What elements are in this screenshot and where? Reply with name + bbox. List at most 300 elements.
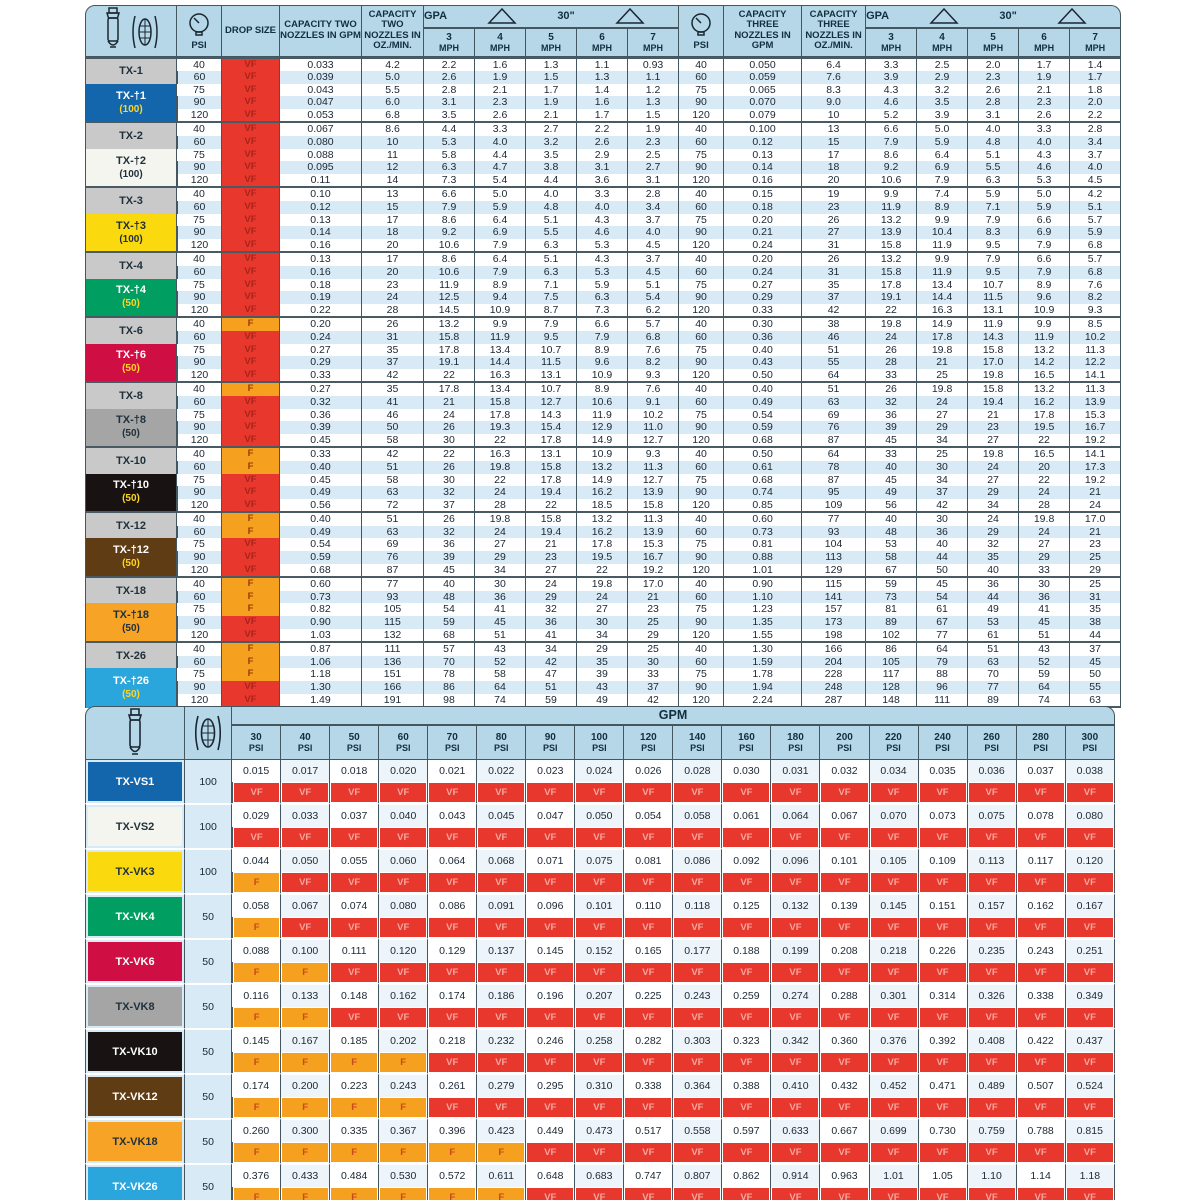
gpa-three-nozzles: 61 [917,603,968,616]
gpa-two-nozzles: 5.1 [628,279,679,292]
gpa-three-nozzles: 19.8 [866,316,917,331]
drop-size-cell [379,917,428,938]
drop-size-code: VF [429,963,475,982]
drop-size-code: VF [222,486,280,499]
drop-size-cell [1066,1007,1115,1028]
drop-size-cell [673,1187,722,1200]
capacity-three-gpm: 0.27 [724,279,802,292]
drop-size-cell [968,1142,1017,1163]
gpm-value: 0.524 [1066,1073,1115,1097]
capacity-two-ozmin: 35 [362,381,424,396]
drop-size-cell [1017,827,1066,848]
psi-number: 60 [397,732,409,743]
nozzle-label-cell [85,893,185,938]
capacity-three-ozmin: 77 [802,511,866,526]
psi-value: 60 [177,71,222,84]
drop-size-code: VF [1018,828,1064,847]
gpa-two-nozzles: 11.9 [475,331,526,344]
drop-size-cell [379,1052,428,1073]
drop-size-code: VF [871,918,917,937]
gpa-three-nozzles: 56 [866,499,917,512]
nozzle-psi-row [85,214,1121,227]
gpa-three-nozzles: 59 [866,576,917,591]
gpa-three-nozzles: 7.1 [968,201,1019,214]
gpa-two-nozzles: 4.0 [526,186,577,201]
psi-number: 80 [495,732,507,743]
nozzle-name: TX-VK3 [88,852,182,891]
drop-size-cell [624,1097,673,1118]
gpa-three-nozzles: 19.1 [866,291,917,304]
gpa-two-nozzles: 7.9 [475,266,526,279]
drop-size-cell [575,827,624,848]
gpm-value: 1.18 [1066,1163,1115,1187]
nozzle-name: TX-2 [85,121,177,148]
drop-size-code: VF [380,1008,426,1027]
gpm-value: 0.218 [870,938,919,962]
drop-size-cell [722,1142,771,1163]
capacity-two-ozmin: 17 [362,214,424,227]
gpa-three-nozzles: 24 [1070,499,1121,512]
gpa-three-nozzles: 24 [917,396,968,409]
gpa-two-nozzles: 2.6 [475,109,526,122]
gpa-three-nozzles: 5.9 [1070,226,1121,239]
drop-size-code: VF [527,963,573,982]
nozzle-psi-row [85,239,1121,252]
drop-size-cell [477,917,526,938]
psi-value: 40 [177,186,222,201]
drop-size-cell [673,917,722,938]
psi-value: 40 [679,511,724,526]
nozzle-psi-row [85,369,1121,382]
gpa-three-nozzles: 89 [968,694,1019,709]
drop-size-code: VF [380,828,426,847]
capacity-two-ozmin: 93 [362,591,424,604]
nozzle-psi-row [85,526,1121,539]
drop-size-cell [820,782,869,803]
psi-number: 240 [934,732,951,743]
capacity-two-ozmin: 42 [362,446,424,461]
gpa-two-nozzles: 0.93 [628,57,679,72]
nozzle-psi-row [85,57,1121,72]
nozzle-psi-row [85,681,1121,694]
capacity-two-gpm: 0.043 [280,84,362,97]
psi-number: 100 [590,732,608,743]
gpm-value: 0.111 [330,938,379,962]
gpm-value: 0.202 [379,1028,428,1052]
capacity-three-gpm: 0.50 [724,369,802,382]
gpa-three-nozzles: 12.2 [1070,356,1121,369]
gpa-three-nozzles: 74 [1019,694,1070,709]
drop-size-cell [673,872,722,893]
gpa-two-nozzles: 4.0 [577,201,628,214]
max-psi-value: 50 [185,893,232,938]
drop-size-code: VF [222,214,280,227]
capacity-three-gpm: 1.55 [724,629,802,642]
gpm-value: 0.078 [1017,803,1066,827]
gpa-three-nozzles: 27 [1019,538,1070,551]
drop-size-code: VF [920,783,966,802]
drop-size-cell [1017,1187,1066,1200]
psi-value: 120 [177,629,222,642]
psi-column-header [330,725,379,760]
gpa-two-nozzles: 2.1 [475,84,526,97]
mph-header: 6 MPH [1019,28,1070,56]
nozzle-tip-icon [102,6,124,52]
psi-number: 70 [446,732,458,743]
gpm-value: 0.050 [575,803,624,827]
psi-value: 75 [679,214,724,227]
strainer-mesh-size: (50) [122,493,140,505]
nozzle-psi-row [85,474,1121,487]
drop-size-code: F [234,1008,279,1027]
drop-size-cell [575,1007,624,1028]
gpa-two-nozzles: 8.6 [424,214,475,227]
psi-value: 75 [177,603,222,616]
gpm-value: 0.167 [281,1028,330,1052]
psi-value: 60 [679,266,724,279]
drop-size-code: VF [222,551,280,564]
capacity-two-gpm: 0.14 [280,226,362,239]
nozzle-variant-band [85,344,177,382]
drop-size-row [85,1097,1115,1118]
drop-size-code: VF [723,1008,769,1027]
gpa-three-nozzles: 22 [1019,434,1070,447]
gpa-three-nozzles: 30 [917,461,968,474]
gpa-two-nozzles: 10.7 [526,344,577,357]
gpa-two-nozzles: 10.2 [628,409,679,422]
gpa-three-nozzles: 15.8 [866,239,917,252]
gpa-two-nozzles: 17.8 [577,538,628,551]
nozzle-spacing-label: 30" [999,10,1017,23]
gpm-value: 0.060 [379,848,428,872]
gpa-two-nozzles: 57 [424,641,475,656]
capacity-three-gpm: 0.43 [724,356,802,369]
capacity-three-ozmin: 42 [802,304,866,317]
gpa-three-nozzles: 2.6 [968,84,1019,97]
gpa-two-nozzles: 22 [475,434,526,447]
drop-size-cell [526,962,575,983]
capacity-three-ozmin: 198 [802,629,866,642]
drop-size-cell [722,1187,771,1200]
gpa-two-nozzles: 32 [526,603,577,616]
psi-value: 60 [177,331,222,344]
capacity-three-ozmin: 93 [802,526,866,539]
drop-size-code: VF [527,1008,573,1027]
gpa-three-nozzles: 52 [1019,656,1070,669]
gpa-three-nozzles: 148 [866,694,917,709]
gpa-two-nozzles: 25 [628,641,679,656]
capacity-three-gpm: 1.94 [724,681,802,694]
drop-size-cell [379,872,428,893]
gpa-three-nozzles: 45 [866,474,917,487]
gpa-two-nozzles: 13.4 [475,344,526,357]
drop-size-cell [870,917,919,938]
drop-size-code: VF [772,1143,818,1162]
capacity-two-ozmin: 24 [362,291,424,304]
psi-value: 75 [177,149,222,162]
gpm-value: 0.301 [870,983,919,1007]
nozzle-name: TX-VK4 [88,897,182,936]
gpa-two-nozzles: 29 [628,629,679,642]
gpa-three-nozzles: 45 [866,434,917,447]
drop-size-code: VF [222,266,280,279]
drop-size-cell [281,917,330,938]
nozzle-icons-header [85,5,177,57]
drop-size-cell [1017,962,1066,983]
drop-size-cell [624,1052,673,1073]
max-psi-value: 50 [185,938,232,983]
gpa-three-nozzles: 2.5 [917,57,968,72]
drop-size-code: VF [674,918,720,937]
capacity-three-gpm: 0.20 [724,214,802,227]
drop-size-row [85,827,1115,848]
gpa-two-nozzles: 2.6 [424,71,475,84]
psi-value: 60 [177,396,222,409]
psi-column-header [870,725,919,760]
capacity-three-gpm: 1.30 [724,641,802,656]
gpm-value: 0.047 [526,803,575,827]
drop-size-code: VF [222,434,280,447]
drop-size-code: VF [723,963,769,982]
drop-size-code: VF [380,963,426,982]
gpm-value: 0.032 [820,760,869,782]
gpa-three-nozzles: 41 [1019,603,1070,616]
drop-size-code: VF [222,186,280,201]
capacity-two-gpm: 0.73 [280,591,362,604]
capacity-two-gpm: 0.27 [280,381,362,396]
drop-size-code: VF [821,828,867,847]
drop-size-cell [1066,782,1115,803]
drop-size-cell [722,1007,771,1028]
drop-size-code: VF [222,304,280,317]
gpa-three-nozzles: 13.9 [866,226,917,239]
gpm-value: 0.235 [968,938,1017,962]
gpm-value: 0.376 [232,1163,281,1187]
gpa-three-nozzles: 58 [866,551,917,564]
gpa-two-nozzles: 37 [424,499,475,512]
gpm-value: 0.081 [624,848,673,872]
strainer-mesh-size: (50) [122,558,140,570]
gpa-three-nozzles: 48 [866,526,917,539]
psi-value: 75 [679,279,724,292]
gpa-three-nozzles: 8.3 [968,226,1019,239]
capacity-two-gpm: 0.088 [280,149,362,162]
gpm-value: 0.080 [379,893,428,917]
gpa-two-nozzles: 1.3 [628,96,679,109]
drop-size-code: VF [222,96,280,109]
drop-size-cell [870,827,919,848]
drop-size-code: F [331,1188,377,1200]
drop-size-cell [1066,1187,1115,1200]
capacity-two-gpm: 1.03 [280,629,362,642]
gpm-value: 0.338 [624,1073,673,1097]
psi-value: 90 [177,161,222,174]
gpa-three-nozzles: 15.8 [866,266,917,279]
capacity-three-gpm: 0.12 [724,136,802,149]
psi-value: 40 [177,641,222,656]
gpa-two-nozzles: 11.0 [628,421,679,434]
drop-size-cell [771,1187,820,1200]
gpa-two-nozzles: 48 [424,591,475,604]
capacity-three-ozmin: 51 [802,344,866,357]
psi-column-header [379,725,428,760]
capacity-three-ozmin: 51 [802,381,866,396]
drop-size-code: VF [1067,918,1113,937]
gpa-three-nozzles: 7.6 [1070,279,1121,292]
drop-size-code: VF [625,1143,671,1162]
nozzle-variant-name: TX-†2 [116,154,146,167]
drop-size-code: VF [625,963,671,982]
capacity-three-gpm: 0.36 [724,331,802,344]
drop-size-cell [428,1142,477,1163]
gpa-two-nozzles: 4.4 [526,174,577,187]
nozzle-label-cell [85,803,185,848]
gpa-two-nozzles: 19.5 [577,551,628,564]
drop-size-cell [330,782,379,803]
drop-size-cell [330,1187,379,1200]
gpa-three-nozzles: 13.2 [1019,344,1070,357]
gpa-three-nozzles: 33 [866,446,917,461]
nozzle-name: TX-VK18 [88,1122,182,1161]
gpa-three-nozzles: 43 [1019,641,1070,656]
gpa-two-nozzles: 1.7 [526,84,577,97]
gpm-value: 0.963 [820,1163,869,1187]
gpa-two-nozzles: 2.2 [424,57,475,72]
psi-value: 90 [177,421,222,434]
gpa-three-nozzles: 35 [1070,603,1121,616]
capacity-three-ozmin: 141 [802,591,866,604]
nozzle-psi-row [85,121,1121,136]
nozzle-variant-name: TX-†10 [112,479,150,492]
drop-size-code: VF [429,1098,475,1117]
gpa-three-nozzles: 5.9 [968,186,1019,201]
spray-cone-triangle-icon [487,8,517,25]
gpa-two-nozzles: 86 [424,681,475,694]
spray-cone-triangle-icon [615,8,645,25]
gpa-two-nozzles: 2.1 [526,109,577,122]
drop-size-cell [428,872,477,893]
drop-size-code: VF [674,1053,720,1072]
gpa-two-nozzles: 27 [526,564,577,577]
drop-size-cell [919,872,968,893]
drop-size-code: VF [969,1143,1015,1162]
drop-size-code: VF [969,963,1015,982]
capacity-three-gpm: 1.78 [724,668,802,681]
drop-size-cell [526,1097,575,1118]
max-psi-value: 100 [185,760,232,803]
gpa-three-nozzles: 9.5 [968,239,1019,252]
psi-value: 40 [679,251,724,266]
gpa-three-nozzles: 2.9 [917,71,968,84]
gpm-value: 0.096 [771,848,820,872]
gpa-two-nozzles: 22 [424,446,475,461]
drop-size-code: VF [625,918,671,937]
drop-size-row [85,1007,1115,1028]
vs-vk-table-frame [85,706,1115,1200]
mph-header: 5 MPH [968,28,1019,56]
psi-value: 60 [679,591,724,604]
psi-value: 120 [177,564,222,577]
drop-size-code: VF [429,918,475,937]
drop-size-code: VF [1018,1053,1064,1072]
drop-size-code: VF [772,963,818,982]
drop-size-code: VF [969,1098,1015,1117]
nozzle-psi-row [85,421,1121,434]
gpa-three-nozzles: 4.0 [1019,136,1070,149]
capacity-three-gpm: 1.01 [724,564,802,577]
nozzle-psi-row [85,499,1121,512]
gpa-two-nozzles: 14.9 [577,474,628,487]
capacity-three-gpm: 0.54 [724,409,802,422]
drop-size-code: VF [527,873,573,892]
drop-size-cell [526,872,575,893]
nozzle-psi-row [85,356,1121,369]
capacity-two-ozmin: 5.0 [362,71,424,84]
gpa-two-nozzles: 22 [475,474,526,487]
drop-size-cell [1017,1097,1066,1118]
capacity-two-ozmin: 69 [362,538,424,551]
gpa-two-nozzles: 7.5 [526,291,577,304]
gpa-two-nozzles: 13.1 [526,446,577,461]
drop-size-cell [232,1007,281,1028]
capacity-three-gpm: 0.070 [724,96,802,109]
gpa-three-nozzles: 4.5 [1070,174,1121,187]
drop-size-code: F [222,668,280,681]
nozzle-name: TX-1 [85,57,177,84]
capacity-two-ozmin: 28 [362,304,424,317]
bottom-table-body [85,760,1115,1200]
capacity-two-ozmin: 58 [362,474,424,487]
gpm-value: 0.349 [1066,983,1115,1007]
gpa-three-nozzles: 21 [1070,526,1121,539]
capacity-three-ozmin: 8.3 [802,84,866,97]
gpa-three-nozzles: 49 [866,486,917,499]
drop-size-cell [722,1097,771,1118]
drop-size-cell [624,1187,673,1200]
gpa-two-nozzles: 17.8 [526,474,577,487]
drop-size-code: VF [723,873,769,892]
psi-value: 120 [679,174,724,187]
nozzle-label-cell [85,1118,185,1163]
gpa-three-nozzles: 4.3 [866,84,917,97]
gpa-three-nozzles: 9.9 [917,251,968,266]
gpm-value: 0.367 [379,1118,428,1142]
strainer-icon-header [185,706,232,760]
drop-size-cell [968,1007,1017,1028]
capacity-two-ozmin: 72 [362,499,424,512]
nozzle-psi-row [85,136,1121,149]
mph-header: 4 MPH [917,28,968,56]
psi-value: 40 [177,316,222,331]
drop-size-code: VF [821,783,867,802]
capacity-two-ozmin: 136 [362,656,424,669]
capacity-three-ozmin: 204 [802,656,866,669]
nozzle-variant-name: TX-†26 [112,675,150,688]
capacity-two-ozmin: 10 [362,136,424,149]
gpa-two-nozzles: 70 [424,656,475,669]
drop-size-cell [281,1007,330,1028]
nozzle-variant-band [85,409,177,447]
drop-size-code: F [331,1143,377,1162]
gpa-three-nozzles: 36 [866,409,917,422]
drop-size-code: VF [772,1053,818,1072]
nozzle-name: TX-12 [85,511,177,538]
drop-size-code: VF [871,963,917,982]
psi-number: 140 [689,732,706,743]
capacity-three-gpm: 1.23 [724,603,802,616]
gpa-two-nozzles: 7.3 [577,304,628,317]
drop-size-cell [624,827,673,848]
